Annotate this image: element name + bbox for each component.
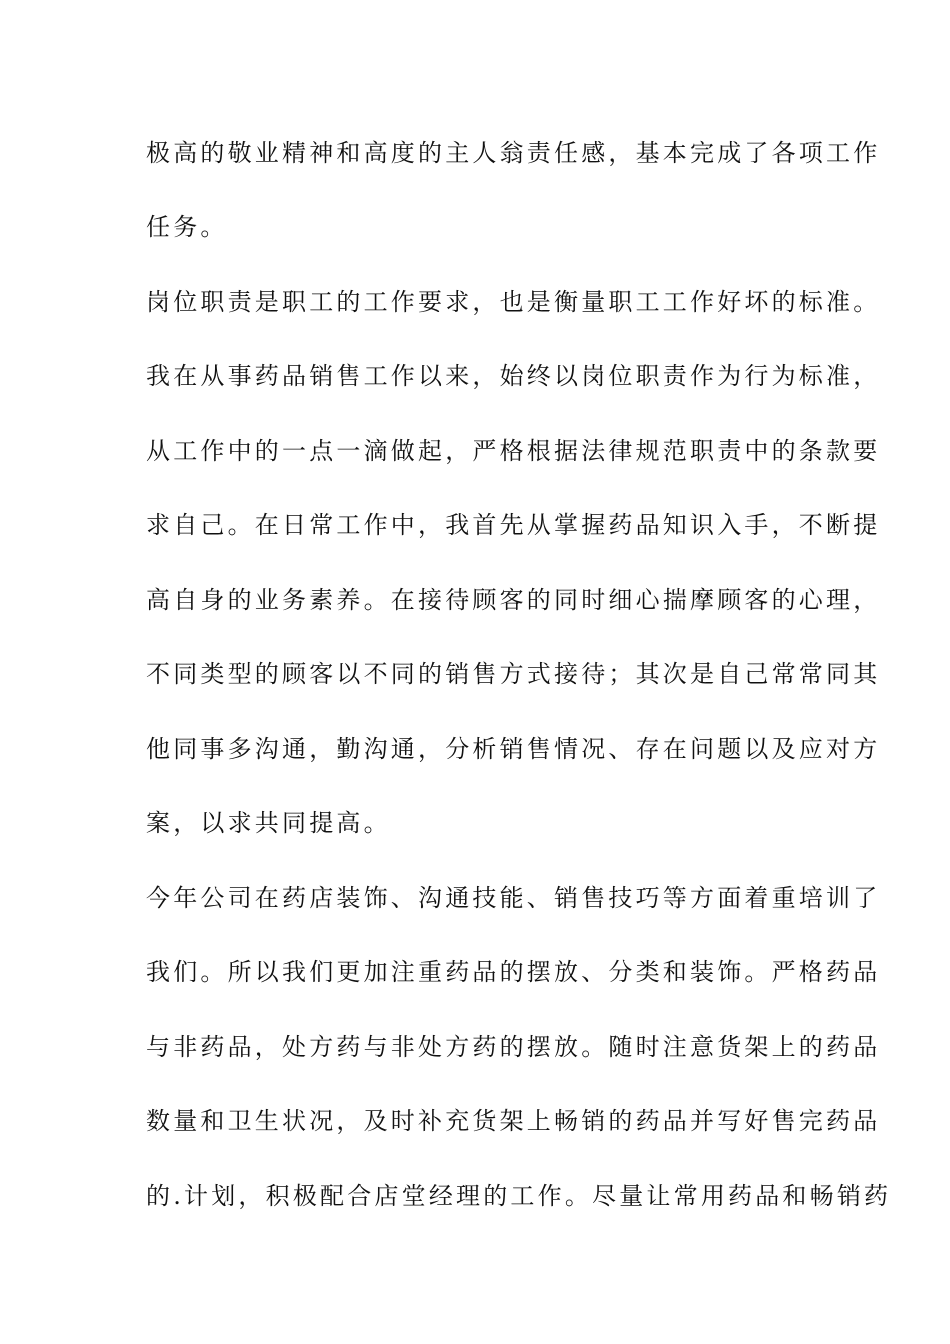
text-line: 高自身的业务素养。在接待顾客的同时细心揣摩顾客的心理， — [146, 586, 881, 614]
text-line: 任务。 — [146, 213, 228, 241]
text-line: 今年公司在药店装饰、沟通技能、销售技巧等方面着重培训了 — [146, 884, 881, 912]
text-line: 不同类型的顾客以不同的销售方式接待；其次是自己常常同其 — [146, 660, 881, 688]
text-line: 求自己。在日常工作中，我首先从掌握药品知识入手，不断提 — [146, 511, 881, 539]
text-line: 我们。所以我们更加注重药品的摆放、分类和装饰。严格药品 — [146, 958, 881, 986]
text-line: 他同事多沟通，勤沟通，分析销售情况、存在问题以及应对方 — [146, 735, 881, 763]
text-line: 的.计划，积极配合店堂经理的工作。尽量让常用药品和畅销药 — [146, 1182, 892, 1210]
text-line: 从工作中的一点一滴做起，严格根据法律规范职责中的条款要 — [146, 437, 881, 465]
text-line: 数量和卫生状况，及时补充货架上畅销的药品并写好售完药品 — [146, 1107, 881, 1135]
text-line: 案，以求共同提高。 — [146, 809, 391, 837]
text-line: 极高的敬业精神和高度的主人翁责任感，基本完成了各项工作 — [146, 139, 881, 167]
text-line: 与非药品，处方药与非处方药的摆放。随时注意货架上的药品 — [146, 1033, 881, 1061]
text-line: 岗位职责是职工的工作要求，也是衡量职工工作好坏的标准。 — [146, 288, 881, 316]
text-line: 我在从事药品销售工作以来，始终以岗位职责作为行为标准， — [146, 362, 881, 390]
